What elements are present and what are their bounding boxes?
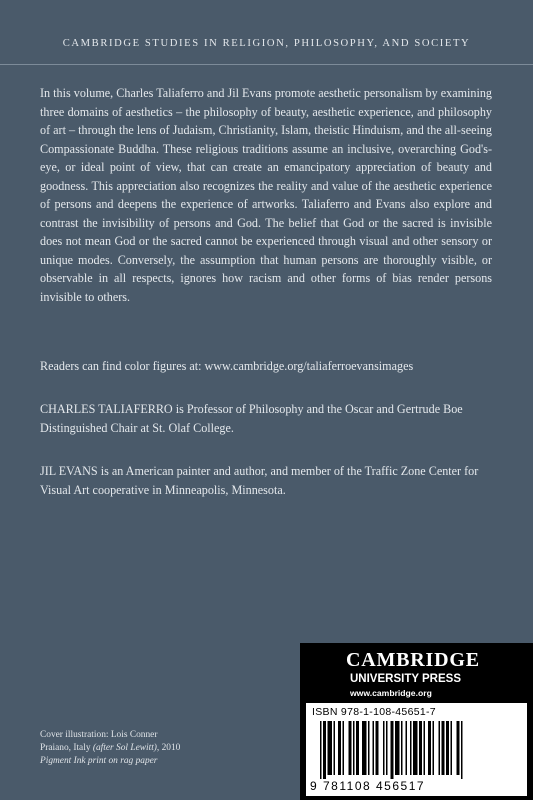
barcode-bar: [356, 721, 359, 775]
barcode-box: [306, 703, 527, 796]
barcode-bar: [442, 721, 445, 775]
barcode-bar: [368, 721, 370, 775]
author-name-evans: JIL EVANS: [40, 464, 98, 478]
barcode-bar: [461, 721, 463, 779]
barcode-bar: [433, 721, 435, 775]
author-bio-evans-text: is an American painter and author, and member of the Traffic Zone Center for Visual Art cooperative in Minneapolis, Minnesota.: [40, 464, 479, 497]
barcode-bar: [349, 721, 352, 775]
credit-after: (after Sol Lewitt): [92, 743, 157, 754]
barcode-bar: [457, 721, 460, 775]
barcode-bar: [395, 721, 400, 775]
barcode-bar: [343, 721, 345, 775]
barcode-bar: [353, 721, 355, 775]
barcode-bar: [386, 721, 388, 775]
credit-line-3: Pigment Ink print on rag paper: [40, 756, 158, 767]
barcode-bar: [451, 721, 453, 775]
barcode-bar: [446, 721, 449, 775]
barcode-bar: [406, 721, 408, 775]
publisher-logo: CAMBRIDGE: [346, 649, 480, 671]
credit-line-1: Cover illustration: Lois Conner: [40, 730, 158, 740]
author-name-taliaferro: CHARLES TALIAFERRO: [40, 402, 173, 416]
publisher-panel: [300, 643, 533, 800]
barcode-bar: [338, 721, 341, 775]
barcode-digits: 9 781108 456517: [310, 779, 426, 793]
publisher-url: www.cambridge.org: [350, 688, 432, 698]
credit-place: Praiano, Italy: [40, 743, 93, 754]
barcode-bar: [323, 721, 326, 779]
credit-year: , 2010: [156, 743, 181, 754]
barcode-bar: [373, 721, 375, 775]
header-divider: [0, 64, 533, 65]
barcode-icon: [320, 721, 517, 779]
barcode-bar: [362, 721, 367, 775]
barcode-bar: [419, 721, 422, 775]
author-bio-taliaferro: [40, 400, 492, 437]
series-title: CAMBRIDGE STUDIES IN RELIGION, PHILOSOPHY, AND SOCIETY: [62, 38, 471, 49]
barcode-bar: [401, 721, 403, 775]
barcode-bar: [424, 721, 426, 775]
cover-illustration-credit: [40, 729, 280, 769]
barcode-bar: [383, 721, 385, 775]
barcode-bar: [376, 721, 379, 775]
description-text: In this volume, Charles Taliaferro and Jil Evans promote aesthetic personalism by examining three domains of aesthetics – the philosophy of beauty, aesthetic experience, and philosophy of art – through the lens of Judaism, Christianity, Islam, theistic Hinduism, and the all-seeing Compassionate Buddha. These religious traditions assume an inclusive, overarching God's-eye, or ideal point of view, that can create an emancipatory appreciation of beauty and goodness. This appreciation also recognizes the reality and value of the aesthetic experience of persons and deepens the experience of artworks. Taliaferro and Evans also explore and contrast the invisibility of persons and God. The belief that God or the sacred is invisible does not mean God or the sacred cannot be experienced through visual and other sensory or unique modes. Conversely, the assumption that human persons are thoroughly visible, or observable in all respects, ignores how racism and other forms of bias render persons invisible to others.: [40, 86, 492, 304]
credit-line-2: [40, 742, 280, 755]
author-bio-evans: [40, 462, 492, 499]
barcode-bar: [439, 721, 441, 775]
barcode-bar: [391, 721, 394, 779]
barcode-bar: [428, 721, 431, 775]
barcode-bar: [413, 721, 418, 775]
barcode-bar: [334, 721, 336, 775]
color-figures-note: Readers can find color figures at: www.cambridge.org/taliaferroevansimages: [40, 359, 414, 373]
book-description: [40, 84, 492, 306]
barcode-bar: [320, 721, 322, 779]
isbn-label: ISBN 978-1-108-45651-7: [312, 706, 436, 718]
publisher-subtitle: UNIVERSITY PRESS: [350, 673, 461, 685]
barcode-bar: [410, 721, 412, 775]
author-bio-taliaferro-text: is Professor of Philosophy and the Oscar and Gertrude Boe Distinguished Chair at St. Olaf College.: [40, 402, 463, 435]
barcode-bar: [328, 721, 333, 775]
